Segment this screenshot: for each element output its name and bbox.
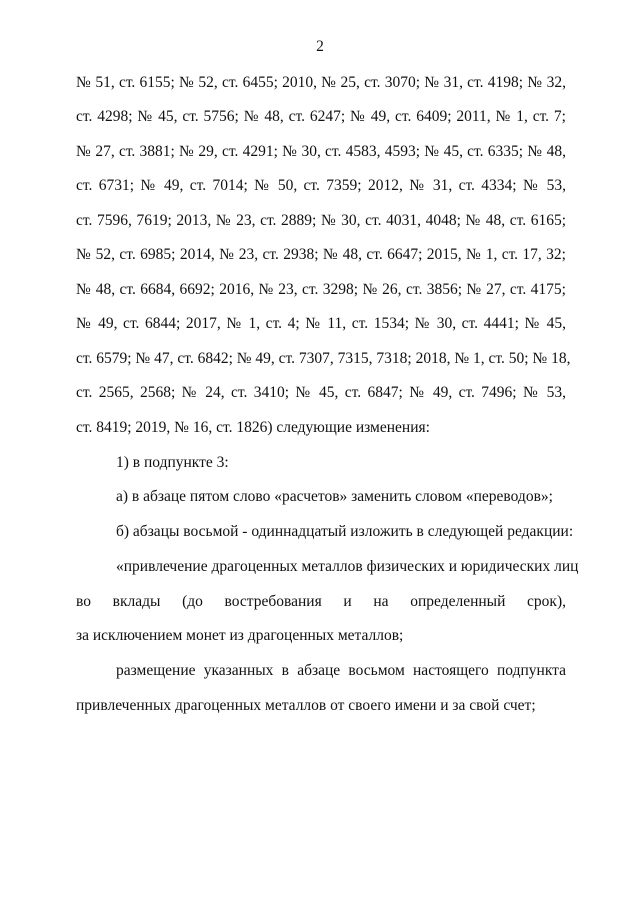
- text-line: во вклады (до востребования и на определенный срок),: [76, 593, 566, 610]
- text-line: ст. 2565, 2568; № 24, ст. 3410; № 45, ст. 6847; № 49, ст. 7496; № 53,: [76, 384, 566, 401]
- text-line: № 49, ст. 6844; 2017, № 1, ст. 4; № 11, ст. 1534; № 30, ст. 4441; № 45,: [76, 315, 566, 332]
- text-line: ст. 6579; № 47, ст. 6842; № 49, ст. 7307, 7315, 7318; 2018, № 1, ст. 50; № 18,: [76, 350, 571, 367]
- text-line: привлеченных драгоценных металлов от своего имени и за свой счет;: [76, 697, 536, 714]
- text-line: а) в абзаце пятом слово «расчетов» заменить словом «переводов»;: [116, 488, 553, 505]
- text-line: «привлечение драгоценных металлов физических и юридических лиц: [116, 558, 579, 575]
- text-line: № 52, ст. 6985; 2014, № 23, ст. 2938; № 48, ст. 6647; 2015, № 1, ст. 17, 32;: [76, 246, 566, 263]
- text-line: ст. 8419; 2019, № 16, ст. 1826) следующие изменения:: [76, 419, 430, 436]
- page-number: 2: [316, 38, 324, 55]
- text-line: б) абзацы восьмой - одиннадцатый изложить в следующей редакции:: [116, 523, 574, 540]
- text-line: размещение указанных в абзаце восьмом настоящего подпункта: [116, 662, 566, 679]
- text-line: № 51, ст. 6155; № 52, ст. 6455; 2010, № 25, ст. 3070; № 31, ст. 4198; № 32,: [76, 74, 566, 91]
- text-line: 1) в подпункте 3:: [116, 454, 229, 471]
- text-line: ст. 7596, 7619; 2013, № 23, ст. 2889; № 30, ст. 4031, 4048; № 48, ст. 6165;: [76, 212, 566, 229]
- text-line: за исключением монет из драгоценных металлов;: [76, 627, 404, 644]
- text-line: ст. 4298; № 45, ст. 5756; № 48, ст. 6247; № 49, ст. 6409; 2011, № 1, ст. 7;: [76, 108, 566, 125]
- text-line: № 27, ст. 3881; № 29, ст. 4291; № 30, ст. 4583, 4593; № 45, ст. 6335; № 48,: [76, 143, 566, 160]
- text-line: № 48, ст. 6684, 6692; 2016, № 23, ст. 3298; № 26, ст. 3856; № 27, ст. 4175;: [76, 281, 566, 298]
- text-line: ст. 6731; № 49, ст. 7014; № 50, ст. 7359; 2012, № 31, ст. 4334; № 53,: [76, 177, 566, 194]
